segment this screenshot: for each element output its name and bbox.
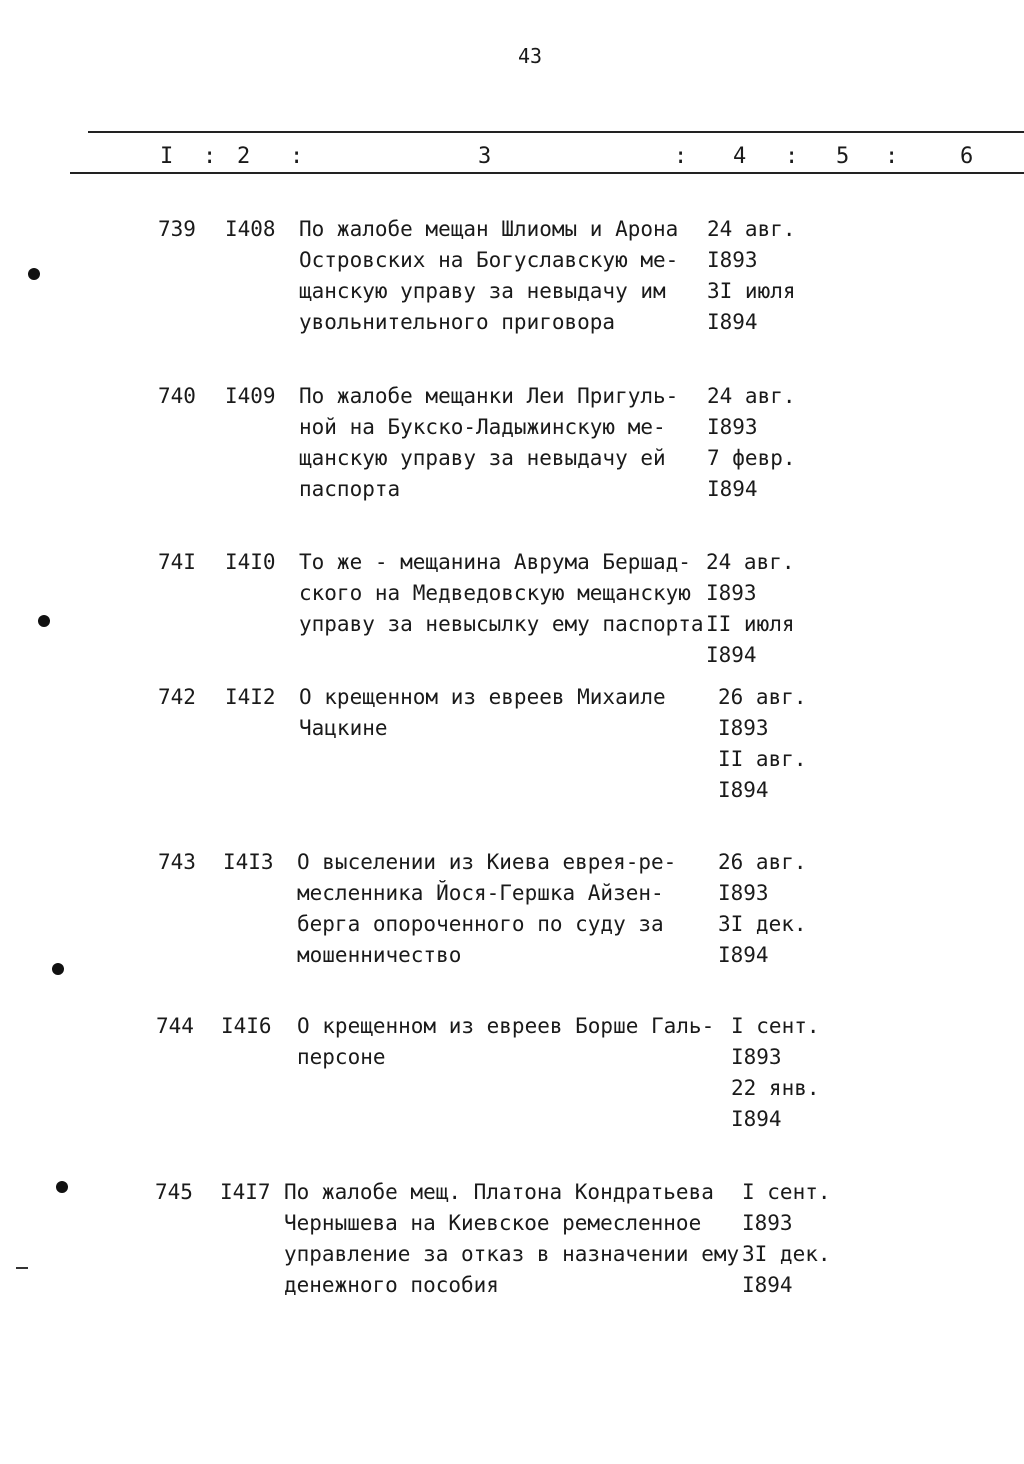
entry-description: По жалобе мещан Шлиомы и Арона Островских на Богуславскую ме- щанскую управу за невыдачу им увольнительного приговора	[299, 217, 679, 334]
header-rule-top	[88, 131, 1024, 133]
entry-dates: I сент. I893 3I дек. I894	[742, 1180, 831, 1297]
column-header-6: 6	[960, 144, 974, 169]
column-separator: :	[785, 144, 799, 169]
file-number: I4I0	[225, 550, 276, 574]
entry-description: О крещенном из евреев Борше Галь- персоне	[297, 1014, 715, 1069]
file-number: I408	[225, 217, 276, 241]
column-header-1: I	[160, 144, 174, 169]
page-number: 43	[517, 44, 543, 68]
entry-description: По жалобе мещанки Леи Пригуль- ной на Букско-Ладыжинскую ме- щанскую управу за невыдачу ей паспорта	[299, 384, 679, 501]
entry-number: 743	[158, 850, 196, 874]
entry-description: О крещенном из евреев Михаиле Чацкине	[299, 685, 666, 740]
header-rule-bottom	[70, 172, 1024, 174]
binding-hole	[28, 268, 40, 280]
file-number: I4I6	[221, 1014, 272, 1038]
entry-dates: 24 авг. I893 II июля I894	[706, 550, 795, 667]
column-separator: :	[290, 144, 304, 169]
column-header-2: 2	[237, 144, 251, 169]
file-number: I4I3	[223, 850, 274, 874]
entry-dates: 26 авг. I893 II авг. I894	[718, 685, 807, 802]
file-number: I409	[225, 384, 276, 408]
column-header-5: 5	[836, 144, 850, 169]
margin-mark	[16, 1267, 28, 1269]
entry-number: 745	[155, 1180, 193, 1204]
entry-number: 74I	[158, 550, 196, 574]
entry-dates: I сент. I893 22 янв. I894	[731, 1014, 820, 1131]
entry-description: То же - мещанина Аврума Бершад- ского на Медведовскую мещанскую управу за невысылку ему паспорта	[299, 550, 704, 636]
entry-dates: 24 авг. I893 7 февр. I894	[707, 384, 796, 501]
column-header-4: 4	[733, 144, 747, 169]
column-separator: :	[885, 144, 899, 169]
file-number: I4I2	[225, 685, 276, 709]
entry-number: 740	[158, 384, 196, 408]
binding-hole	[52, 963, 64, 975]
entry-number: 739	[158, 217, 196, 241]
binding-hole	[56, 1181, 68, 1193]
entry-number: 744	[156, 1014, 194, 1038]
binding-hole	[38, 615, 50, 627]
column-separator: :	[674, 144, 688, 169]
entry-dates: 26 авг. I893 3I дек. I894	[718, 850, 807, 967]
entry-number: 742	[158, 685, 196, 709]
entry-description: О выселении из Киева еврея-ре- месленника Йося-Гершка Айзен- берга опороченного по суду за мошенничество	[297, 850, 677, 967]
entry-description: По жалобе мещ. Платона Кондратьева Чернышева на Киевское ремесленное управление за отказ в назначении ему денежного пособия	[284, 1180, 740, 1297]
column-header-3: 3	[478, 144, 492, 169]
column-separator: :	[203, 144, 217, 169]
entry-dates: 24 авг. I893 3I июля I894	[707, 217, 796, 334]
file-number: I4I7	[220, 1180, 271, 1204]
